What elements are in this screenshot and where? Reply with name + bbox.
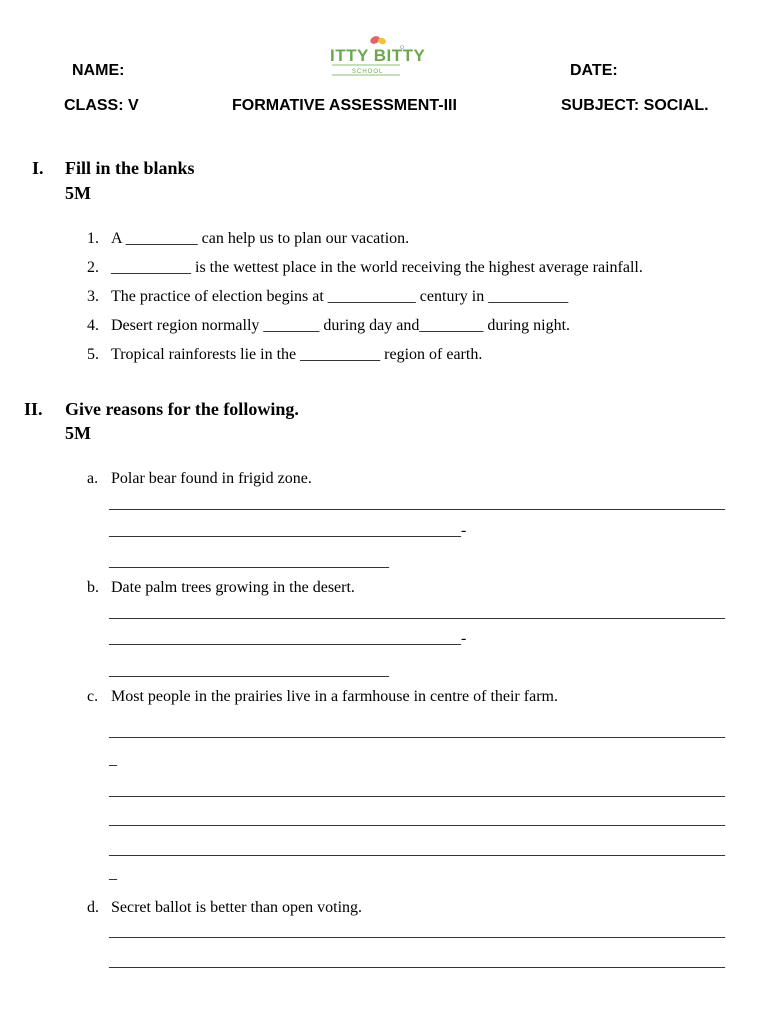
section-1-numeral: I. xyxy=(32,158,44,178)
s1-item-4-num: 4. xyxy=(87,317,99,334)
assessment-title: FORMATIVE ASSESSMENT-III xyxy=(232,97,457,114)
answer-line: _____________________________________________________________________________ xyxy=(109,782,725,799)
answer-line: _____________________________________________________________________________ xyxy=(109,953,725,970)
answer-line: _____________________________________________________________________________ xyxy=(109,923,725,940)
s1-item-2-text: __________ is the wettest place in the world receiving the highest average rainfall. xyxy=(111,259,643,276)
s1-item-1-num: 1. xyxy=(87,230,99,247)
date-label: DATE: xyxy=(570,62,618,79)
section-1-marks: 5M xyxy=(65,183,91,203)
svg-text:SCHOOL: SCHOOL xyxy=(352,69,384,75)
answer-line: ___________________________________ xyxy=(109,662,389,679)
s1-item-1-text: A _________ can help us to plan our vacation. xyxy=(111,230,410,247)
itty-bitty-logo-icon xyxy=(328,34,426,80)
s1-item-3-num: 3. xyxy=(87,288,99,305)
answer-line: ____________________________________________- xyxy=(109,522,467,539)
answer-line: _____________________________________________________________________________ xyxy=(109,841,725,858)
s1-item-4-text: Desert region normally _______ during day and________ during night. xyxy=(111,317,571,334)
s2-item-c-letter: c. xyxy=(87,688,99,705)
section-2-title: Give reasons for the following. xyxy=(65,399,299,419)
s2-item-a-text: Polar bear found in frigid zone. xyxy=(111,470,312,487)
section-1-title: Fill in the blanks xyxy=(65,158,195,178)
answer-line: _ xyxy=(109,751,117,768)
s2-item-d-text: Secret ballot is better than open voting. xyxy=(111,899,363,916)
s1-item-2-num: 2. xyxy=(87,259,99,276)
answer-line: _____________________________________________________________________________ xyxy=(109,495,725,512)
section-2-marks: 5M xyxy=(65,423,91,443)
answer-line: _____________________________________________________________________________ xyxy=(109,604,725,621)
subject-label: SUBJECT: SOCIAL. xyxy=(561,97,709,114)
school-logo xyxy=(328,34,426,80)
svg-text:ITTY BITTY: ITTY BITTY xyxy=(330,46,426,65)
class-label: CLASS: V xyxy=(64,97,139,114)
answer-line: ____________________________________________- xyxy=(109,630,467,647)
s2-item-d-letter: d. xyxy=(87,899,99,916)
answer-line: ___________________________________ xyxy=(109,553,389,570)
s2-item-b-text: Date palm trees growing in the desert. xyxy=(111,579,355,596)
answer-line: _____________________________________________________________________________ xyxy=(109,811,725,828)
answer-line: _____________________________________________________________________________ xyxy=(109,723,725,740)
name-label: NAME: xyxy=(72,62,125,79)
s1-item-5-text: Tropical rainforests lie in the __________ region of earth. xyxy=(111,346,483,363)
section-2-numeral: II. xyxy=(24,399,43,419)
answer-line: _ xyxy=(109,865,117,882)
s2-item-b-letter: b. xyxy=(87,579,99,596)
s2-item-a-letter: a. xyxy=(87,470,99,487)
s1-item-5-num: 5. xyxy=(87,346,99,363)
s2-item-c-text: Most people in the prairies live in a farmhouse in centre of their farm. xyxy=(111,688,558,705)
s1-item-3-text: The practice of election begins at ___________ century in __________ xyxy=(111,288,569,305)
